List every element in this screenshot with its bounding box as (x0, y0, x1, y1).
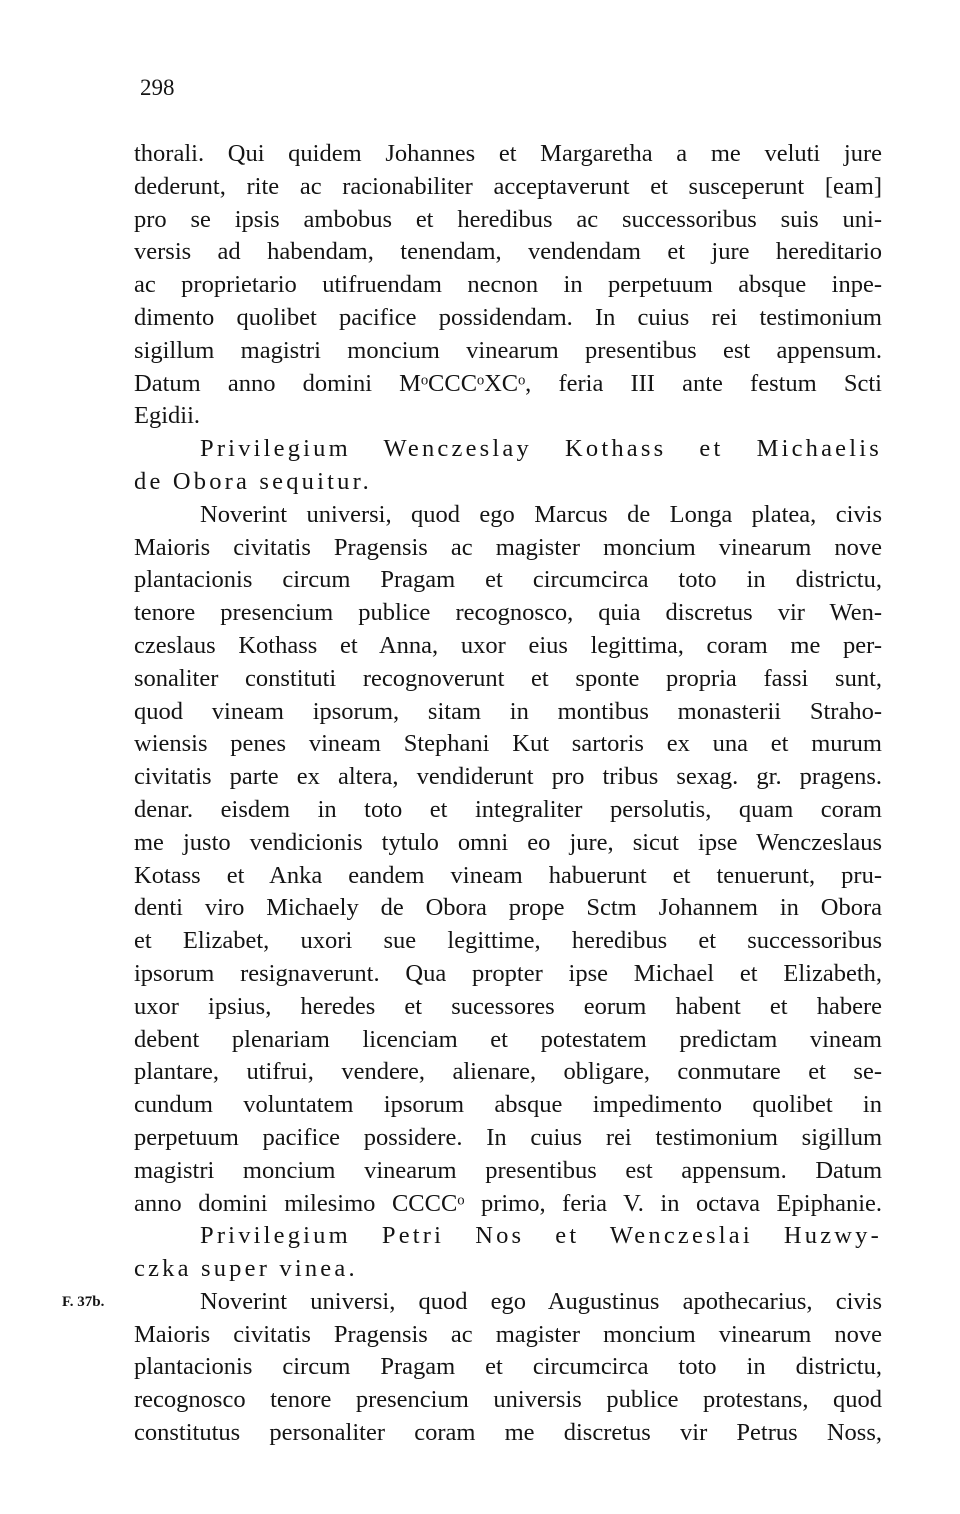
text-line: cundum voluntatem ipsorum absque impedimento quolibet in (134, 1091, 882, 1119)
text-line: versis ad habendam, tenendam, vendendam et jure hereditario (134, 238, 882, 266)
text-line: recognosco tenore presencium universis publice protestans, quod (134, 1386, 882, 1414)
text-line: sonaliter constituti recognoverunt et sponte propria fassi sunt, (134, 664, 882, 692)
text-line: uxor ipsius, heredes et sucessores eorum habent et habere (134, 992, 882, 1020)
text-line: czeslaus Kothass et Anna, uxor eius legittima, coram me per- (134, 631, 882, 659)
text-line: tenore presencium publice recognosco, quia discretus vir Wen- (134, 599, 882, 627)
text-line: me justo vendicionis tytulo omni eo jure, sicut ipse Wenczeslaus (134, 828, 882, 856)
text-line: magistri moncium vinearum presentibus est appensum. Datum (134, 1156, 882, 1184)
text-line: wiensis penes vineam Stephani Kut sartoris ex una et murum (134, 730, 882, 758)
text-line: Kotass et Anka eandem vineam habuerunt et tenuerunt, pru- (134, 861, 882, 889)
text-line: Noverint universi, quod ego Marcus de Longa platea, civis (200, 500, 882, 528)
text-line: debent plenariam licenciam et potestatem predictam vineam (134, 1025, 882, 1053)
section-heading-line: de Obora sequitur. (134, 467, 372, 495)
text-line: sigillum magistri moncium vinearum presentibus est appensum. (134, 336, 882, 364)
text-line: quod vineam ipsorum, sitam in montibus monasterii Straho- (134, 697, 882, 725)
text-line: civitatis parte ex altera, vendiderunt pro tribus sexag. gr. pragens. (134, 763, 882, 791)
text-line: plantacionis circum Pragam et circumcirca toto in districtu, (134, 566, 882, 594)
section-heading-line: czka super vinea. (134, 1255, 358, 1283)
page-number: 298 (140, 75, 175, 100)
margin-folio-note: F. 37b. (62, 1294, 105, 1310)
text-line: et Elizabet, uxori sue legittime, heredibus et successoribus (134, 927, 882, 955)
text-line: ipsorum resignaverunt. Qua propter ipse Michael et Elizabeth, (134, 959, 882, 987)
text-line: plantacionis circum Pragam et circumcirca toto in districtu, (134, 1353, 882, 1381)
text-line: dimento quolibet pacifice possidendam. In cuius rei testimonium (134, 303, 882, 331)
text-line: thorali. Qui quidem Johannes et Margaretha a me veluti jure (134, 140, 882, 167)
text-line: ac proprietario utifruendam necnon in perpetuum absque inpe- (134, 271, 882, 299)
section-heading-line: Privilegium Petri Nos et Wenczeslai Huzwy- (200, 1222, 882, 1250)
text-line: Noverint universi, quod ego Augustinus apothecarius, civis (200, 1287, 882, 1315)
text-line: plantare, utifrui, vendere, alienare, obligare, conmutare et se- (134, 1058, 882, 1086)
text-line: dederunt, rite ac racionabiliter acceptaverunt et susceperunt [eam] (134, 172, 882, 200)
section-heading-line: Privilegium Wenczeslay Kothass et Michaelis (200, 435, 882, 463)
text-line: denti viro Michaely de Obora prope Sctm Johannem in Obora (134, 894, 882, 922)
text-line: denar. eisdem in toto et integraliter persolutis, quam coram (134, 795, 882, 823)
text-line: Maioris civitatis Pragensis ac magister moncium vinearum nove (134, 1320, 882, 1348)
text-line: Maioris civitatis Pragensis ac magister moncium vinearum nove (134, 533, 882, 561)
text-line: pro se ipsis ambobus et heredibus ac successoribus suis uni- (134, 205, 882, 233)
text-body (134, 138, 882, 1450)
text-line: Egidii. (134, 402, 201, 430)
text-line: Datum anno domini MᵒCCCᵒXCᵒ, feria III ante festum Scti (134, 369, 882, 397)
text-line: constitutus personaliter coram me discretus vir Petrus Noss, (134, 1419, 882, 1447)
text-line: anno domini milesimo CCCCᵒ primo, feria V. in octava Epiphanie. (134, 1189, 882, 1217)
text-line: perpetuum pacifice possidere. In cuius rei testimonium sigillum (134, 1123, 882, 1151)
